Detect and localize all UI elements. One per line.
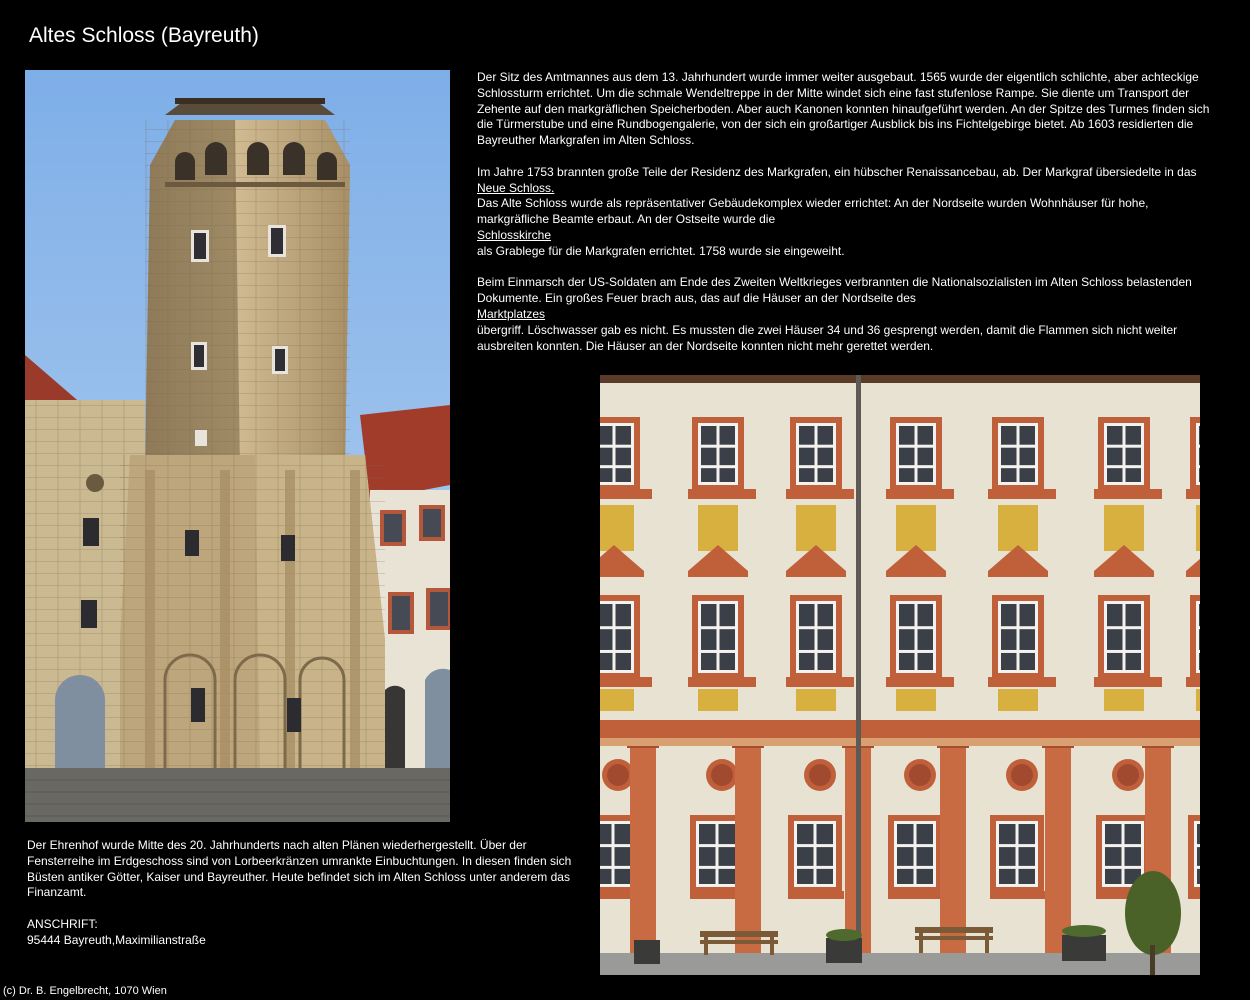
link-marktplatz[interactable]: Marktplatzes bbox=[477, 306, 546, 321]
paragraph-ww2 bbox=[477, 275, 1217, 354]
link-schlosskirche[interactable]: Schlosskirche bbox=[477, 227, 552, 242]
address-value: 95444 Bayreuth,Maximilianstraße bbox=[27, 932, 206, 947]
caption-description bbox=[27, 838, 587, 949]
address-block bbox=[27, 917, 587, 949]
tower-photo bbox=[25, 70, 450, 822]
caption-paragraph: Der Ehrenhof wurde Mitte des 20. Jahrhunderts nach alten Plänen wiederhergestellt. Über der Fensterreihe im Erdgeschoss sind von Lorbeerkränzen umrankte Einbuchtungen. In diesen finden sich Büsten antiker Götter, Kaiser und Bayreuther. Heute befindet sich im Alten Schloss unter anderem das Finanzamt. bbox=[27, 838, 572, 900]
paragraph-fire-1753-text-2: Das Alte Schloss wurde als repräsentativer Gebäudekomplex wieder errichtet: An der Nordseite wurden Wohnhäuser für hohe, markgräfliche Beamte erbaut. An der Ostseite wurde die bbox=[477, 196, 1149, 227]
page-title: Altes Schloss (Bayreuth) bbox=[29, 24, 259, 47]
paragraph-fire-1753-text-3: als Grablege für die Markgrafen errichtet. 1758 wurde sie eingeweiht. bbox=[477, 243, 845, 258]
facade-photo bbox=[600, 375, 1200, 975]
paragraph-ww2-text-2: übergriff. Löschwasser gab es nicht. Es mussten die zwei Häuser 34 und 36 gesprengt werden, damit die Flammen sich nicht weiter ausbreiten konnten. Die Häuser an der Nordseite konnten nicht mehr gerettet werden. bbox=[477, 322, 1178, 353]
paragraph-fire-1753-text-1: Im Jahre 1753 brannten große Teile der Residenz des Markgrafen, ein hübscher Renaissancebau, ab. Der Markgraf übersiedelte in das bbox=[477, 164, 1197, 179]
paragraph-fire-1753 bbox=[477, 165, 1217, 260]
main-description bbox=[477, 70, 1217, 354]
link-neue-schloss[interactable]: Neue Schloss. bbox=[477, 180, 555, 195]
copyright-footer: (c) Dr. B. Engelbrecht, 1070 Wien bbox=[3, 985, 167, 997]
address-label: ANSCHRIFT: bbox=[27, 916, 98, 931]
paragraph-ww2-text-1: Beim Einmarsch der US-Soldaten am Ende des Zweiten Weltkrieges verbrannten die Nationalsozialisten im Alten Schloss belastenden Dokumente. Ein großes Feuer brach aus, das auf die Häuser an der Nordseite des bbox=[477, 275, 1192, 306]
paragraph-tower-history: Der Sitz des Amtmannes aus dem 13. Jahrhundert wurde immer weiter ausgebaut. 1565 wurde der eigentlich schlichte, aber achteckige Schlossturm errichtet. Um die schmale Wendeltreppe in der Mitte windet sich eine fast stufenlose Rampe. Sie diente um Transport der Zehente auf den markgräflichen Speicherboden. Aber auch Kanonen konnten hinaufgeführt werden. An der Spitze des Turmes finden sich die Türmerstube und eine Rundbogengalerie, von der sich ein großartiger Ausblick bis ins Fichtelgebirge bietet. Ab 1603 residierten die Bayreuther Markgrafen im Alten Schloss. bbox=[477, 70, 1210, 148]
